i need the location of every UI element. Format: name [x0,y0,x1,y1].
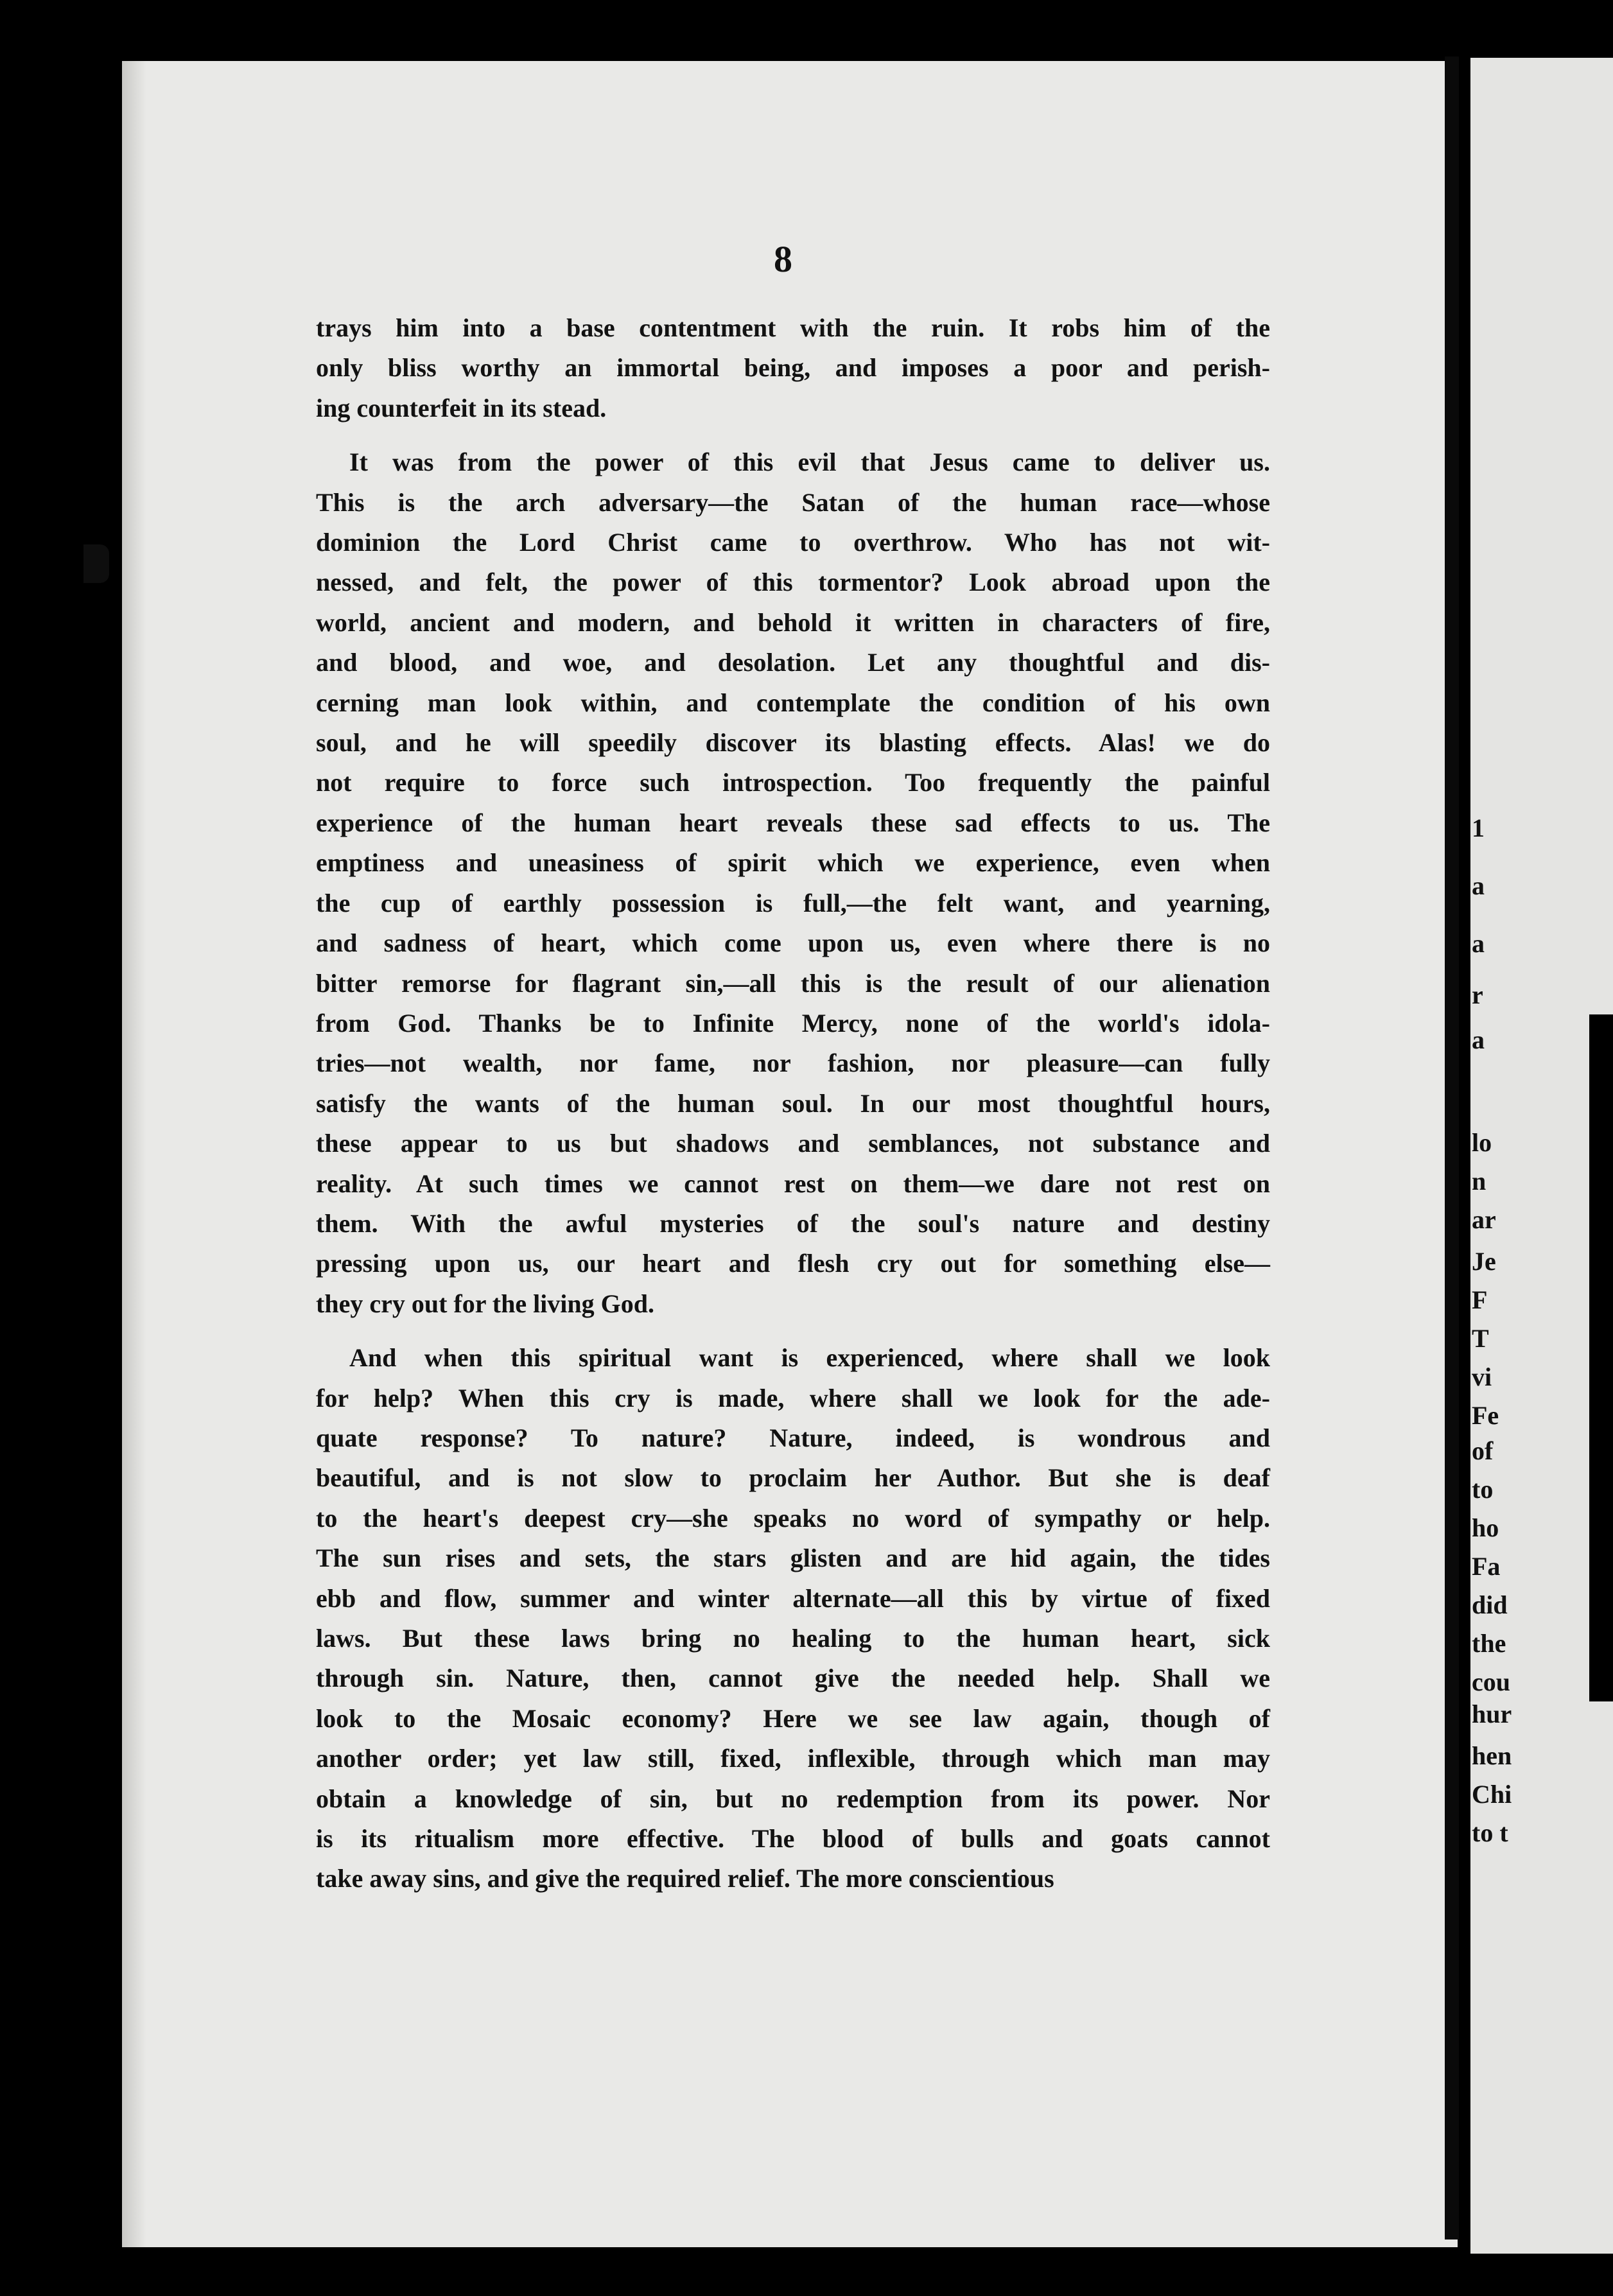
adjacent-page-fragment: Chi [1472,1780,1512,1809]
text-line: reality. At such times we cannot rest on them—we dare not rest on [316,1169,1270,1198]
text-line: they cry out for the living God. [316,1289,655,1318]
text-line: look to the Mosaic economy? Here we see law again, though of [316,1703,1270,1733]
adjacent-page-fragment: F [1472,1285,1488,1314]
text-line: take away sins, and give the required relief. The more conscientious [316,1864,1054,1893]
scan-edge [1589,1014,1613,1701]
text-line: satisfy the wants of the human soul. In our most thoughtful hours, [316,1088,1270,1118]
text-line: only bliss worthy an immortal being, and imposes a poor and perish- [316,353,1270,383]
text-line: trays him into a base contentment with the ruin. It robs him of the [316,313,1270,342]
text-line: through sin. Nature, then, cannot give the needed help. Shall we [316,1664,1270,1693]
text-line: not require to force such introspection. Too frequently the painful [316,768,1270,797]
paragraph [316,442,1270,1324]
text-line: nessed, and felt, the power of this tormentor? Look abroad upon the [316,568,1270,597]
text-line: laws. But these laws bring no healing to the human heart, sick [316,1624,1270,1653]
body-text [316,308,1270,1913]
text-line: It was from the power of this evil that Jesus came to deliver us. [349,448,1270,477]
page-gutter [1445,57,1459,2239]
page-number: 8 [774,238,792,280]
adjacent-page-fragment: a [1472,871,1485,900]
text-line: emptiness and uneasiness of spirit which we experience, even when [316,848,1270,878]
text-line: another order; yet law still, fixed, inflexible, through which man may [316,1744,1270,1773]
text-line: obtain a knowledge of sin, but no redemption from its power. Nor [316,1784,1270,1813]
adjacent-page-fragment: n [1472,1167,1487,1196]
paragraph [316,1338,1270,1899]
page-edge-shadow [122,61,146,2247]
text-line: tries—not wealth, nor fame, nor fashion, nor pleasure—can fully [316,1048,1270,1078]
adjacent-page-fragment: vi [1472,1362,1492,1391]
text-line: This is the arch adversary—the Satan of the human race—whose [316,487,1270,517]
adjacent-page-fragment: a [1472,1025,1485,1054]
adjacent-page-fragment: r [1472,980,1483,1009]
text-line: the cup of earthly possession is full,—the felt want, and yearning, [316,888,1270,918]
text-line: And when this spiritual want is experienced, where shall we look [349,1343,1270,1373]
text-line: ebb and flow, summer and winter alternate—all this by virtue of fixed [316,1583,1270,1613]
text-line: is its ritualism more effective. The blood of bulls and goats cannot [316,1824,1270,1854]
text-line: and sadness of heart, which come upon us, even where there is no [316,928,1270,958]
adjacent-page-fragment: cou [1472,1667,1510,1696]
adjacent-page-fragment: hur [1472,1700,1512,1728]
text-line: cerning man look within, and contemplate the condition of his own [316,688,1270,717]
text-line: these appear to us but shadows and semblances, not substance and [316,1129,1270,1158]
adjacent-page-fragment: of [1472,1436,1494,1465]
adjacent-page-fragment: the [1472,1629,1506,1658]
text-line: dominion the Lord Christ came to overthrow. Who has not wit- [316,528,1270,557]
adjacent-page-fragment: ho [1472,1513,1499,1542]
text-line: for help? When this cry is made, where shall we look for the ade- [316,1383,1270,1413]
text-line: from God. Thanks be to Infinite Mercy, none of the world's idola- [316,1008,1270,1038]
adjacent-page-fragment: 1 [1472,813,1485,842]
text-line: The sun rises and sets, the stars glisten and are hid again, the tides [316,1544,1270,1573]
text-line: bitter remorse for flagrant sin,—all this is the result of our alienation [316,968,1270,998]
text-line: beautiful, and is not slow to proclaim her Author. But she is deaf [316,1463,1270,1493]
adjacent-page-fragment: T [1472,1324,1489,1353]
adjacent-page-fragment: Fe [1472,1401,1499,1430]
adjacent-page-fragment: lo [1472,1128,1492,1157]
page-tab-mark [83,544,109,583]
text-line: and blood, and woe, and desolation. Let any thoughtful and dis- [316,648,1270,677]
adjacent-page-fragment: to t [1472,1818,1508,1847]
text-line: experience of the human heart reveals these sad effects to us. The [316,808,1270,837]
text-line: pressing upon us, our heart and flesh cry out for something else— [316,1249,1270,1278]
text-line: ing counterfeit in its stead. [316,393,607,422]
adjacent-page-fragment: Je [1472,1247,1496,1276]
adjacent-page-fragment: did [1472,1590,1508,1619]
text-line: soul, and he will speedily discover its blasting effects. Alas! we do [316,728,1270,758]
adjacent-page-fragment: a [1472,929,1485,958]
adjacent-page-fragment: hen [1472,1741,1512,1770]
adjacent-page-fragment: Fa [1472,1552,1501,1581]
adjacent-page-fragment: to [1472,1475,1494,1504]
text-line: world, ancient and modern, and behold it written in characters of fire, [316,607,1270,637]
text-line: them. With the awful mysteries of the soul's nature and destiny [316,1208,1270,1238]
text-line: quate response? To nature? Nature, indeed, is wondrous and [316,1423,1270,1452]
adjacent-page-fragment: ar [1472,1205,1496,1234]
text-line: to the heart's deepest cry—she speaks no word of sympathy or help. [316,1503,1270,1533]
paragraph [316,308,1270,428]
